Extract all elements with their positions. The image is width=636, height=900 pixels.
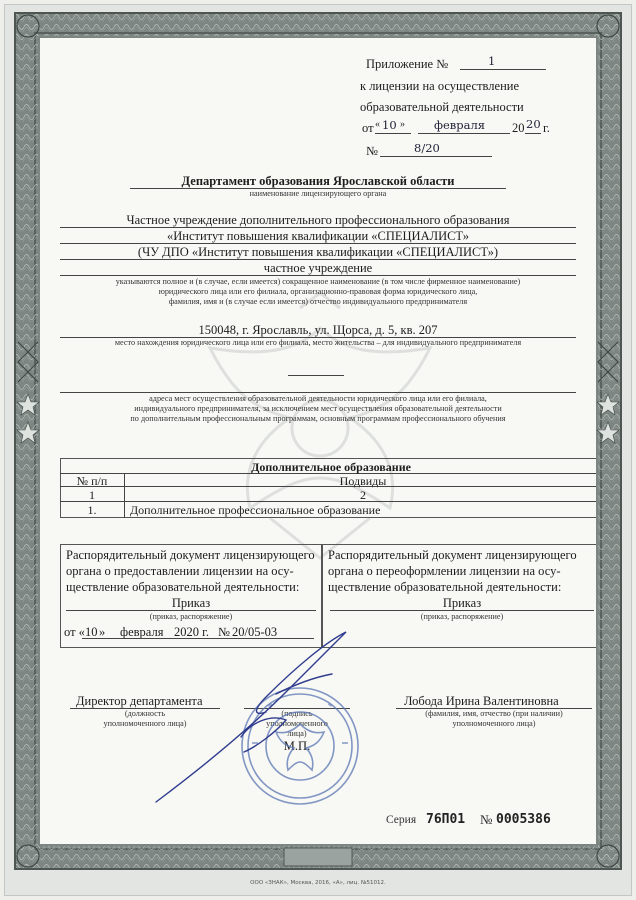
sign-caption1: (подпись bbox=[281, 709, 313, 718]
doc-left-num-value: 20/05-03 bbox=[232, 625, 278, 639]
doc-left-date-year: 2020 г. bbox=[174, 625, 209, 639]
org-caption3: фамилия, имя и (в случае если имеется) отчество индивидуального предпринимателя bbox=[168, 297, 468, 306]
org-line4: частное учреждение bbox=[263, 261, 373, 275]
document-body: Приложение № 1 к лицензии на осуществление образовательной деятельности от « 10 » февраля 20 20 г. № 8/20 Департамент образования Ярославской области наименование лицензирующего органа Частное учреждение дополнительного профессионального образования «Институт повышения квалификации «СПЕЦИАЛИСТ» (ЧУ ДПО «Институт повышения квалификации «СПЕЦИАЛИСТ») частное учреждение указываются полное и (в случае, если имеется) сокращенное наименование (в том числе фирменное наименование) юридического лица или его филиала, организационно-правовая форма юридического лица, фамилия, имя и (в случае если имеется) отчество индивидуального предпринимателя 150048, г. Ярославль, ул. Щорса, д. 5, кв. 207 место нахождения юридического лица или его филиала, место жительства – для индивидуального предпринимателя адреса мест осуществления образовательной деятельности юридического лица или его филиала, индивидуального предпринимателя, за исключением мест осуществления образовательной деятельности по дополнительным профессиональным программам, основным программам профессионального обучения Дополнительное образование № п/п Подвиды 1 2 1. Дополнительное профессиональное образование Распорядительный документ лицензирующего органа о предоставлении лицензии на осу- ществление образовательной деятельности: Приказ (приказ, распоряжение) от « 10 » февраля 2020 г. № 20/05-03 Распорядительный документ лицензирующего органа о переоформлении лицензии на осу- ществление образовательной деятельности: Приказ (приказ, распоряжение) Директор департамента (должность уполномоченного лица) (подпись уполномоченного лица) М.П. Лобода Ирина Валентиновна (фамилия, имя, отчество (при наличии) уполномоченного лица) Серия 76П01 № 0005386 bbox=[40, 38, 596, 844]
doc-right-type: Приказ bbox=[442, 596, 482, 610]
appendix-num-label: № bbox=[366, 144, 378, 158]
doc-left-date-day: 10 bbox=[85, 625, 98, 639]
position-caption2: уполномоченного лица) bbox=[103, 719, 187, 728]
table-col1: № п/п bbox=[76, 474, 108, 488]
doc-left-line2: органа о предоставлении лицензии на осу- bbox=[66, 564, 294, 578]
doc-right-line3: ществление образовательной деятельности: bbox=[328, 580, 562, 594]
table-col2: Подвиды bbox=[339, 474, 387, 488]
table-title: Дополнительное образование bbox=[251, 460, 411, 474]
address-caption: место нахождения юридического лица или его филиала, место жительства – для индивидуального предпринимателя bbox=[114, 338, 522, 347]
department-name: Департамент образования Ярославской области bbox=[181, 174, 455, 188]
table-row-value: Дополнительное профессиональное образование bbox=[130, 503, 381, 517]
address-value: 150048, г. Ярославль, ул. Щорса, д. 5, кв. 207 bbox=[198, 323, 438, 337]
stamp-mp: М.П. bbox=[283, 739, 311, 753]
signature-icon bbox=[136, 622, 356, 812]
appendix-date-day: 10 bbox=[382, 118, 397, 132]
signatory-name: Лобода Ирина Валентиновна bbox=[404, 694, 559, 708]
name-caption2: уполномоченного лица) bbox=[452, 719, 536, 728]
org-line1: Частное учреждение дополнительного профессионального образования bbox=[126, 213, 510, 227]
doc-left-date-from: от « bbox=[64, 625, 85, 639]
doc-left-caption: (приказ, распоряжение) bbox=[149, 612, 233, 621]
series-label: Серия bbox=[386, 814, 417, 826]
position-caption1: (должность bbox=[124, 709, 166, 718]
table-num2: 2 bbox=[360, 488, 366, 502]
department-caption: наименование лицензирующего органа bbox=[249, 189, 387, 198]
doc-right-line2: органа о переоформлении лицензии на осу- bbox=[328, 564, 561, 578]
appendix-date-year-unit: г. bbox=[543, 121, 550, 135]
appendix-date-year-suffix: 20 bbox=[526, 117, 541, 131]
org-line3: (ЧУ ДПО «Институт повышения квалификации «СПЕЦИАЛИСТ») bbox=[137, 245, 499, 259]
doc-left-line1: Распорядительный документ лицензирующего bbox=[66, 548, 315, 562]
table-row-num: 1. bbox=[87, 503, 97, 517]
org-line2: «Институт повышения квалификации «СПЕЦИАЛИСТ» bbox=[166, 229, 469, 243]
signatory-position: Директор департамента bbox=[76, 694, 203, 708]
doc-left-date-close: » bbox=[99, 625, 106, 639]
doc-left-num-label: № bbox=[218, 625, 230, 639]
appendix-date-year-prefix: 20 bbox=[512, 121, 525, 135]
doc-right-line1: Распорядительный документ лицензирующего bbox=[328, 548, 577, 562]
appendix-line2: к лицензии на осуществление bbox=[360, 79, 519, 93]
appendix-label: Приложение № bbox=[366, 57, 449, 71]
doc-right-caption: (приказ, распоряжение) bbox=[420, 612, 504, 621]
places-caption3: по дополнительным профессиональным программам, основным программам профессионального обучения bbox=[130, 414, 506, 423]
sign-caption2: уполномоченного bbox=[266, 719, 328, 728]
places-caption1: адреса мест осуществления образовательной деятельности юридического лица или его филиала, bbox=[149, 394, 487, 403]
series-code: 76П01 bbox=[426, 812, 466, 827]
appendix-date-from: от bbox=[362, 121, 374, 135]
printer-footer: ООО «ЗНАК», Москва, 2016, «А», лиц. №51012. bbox=[250, 880, 386, 886]
series-number: 0005386 bbox=[496, 812, 551, 827]
org-caption2: юридического лица или его филиала, организационно-правовая форма юридического лица, bbox=[158, 287, 478, 296]
name-caption1: (фамилия, имя, отчество (при наличии) bbox=[425, 709, 563, 718]
appendix-number: 1 bbox=[488, 54, 496, 68]
doc-left-type: Приказ bbox=[171, 596, 211, 610]
appendix-num-value: 8/20 bbox=[414, 141, 440, 155]
appendix-date-month: февраля bbox=[434, 118, 486, 132]
doc-left-date-month: февраля bbox=[120, 625, 164, 639]
doc-left-line3: ществление образовательной деятельности: bbox=[66, 580, 300, 594]
places-caption2: индивидуального предпринимателя, за исключением мест осуществления образовательной деятельности bbox=[134, 404, 502, 413]
sign-caption3: лица) bbox=[287, 729, 307, 738]
series-num-label: № bbox=[480, 812, 493, 827]
org-caption1: указываются полное и (в случае, если имеется) сокращенное наименование (в том числе фирменное наименование) bbox=[115, 277, 521, 286]
appendix-line3: образовательной деятельности bbox=[360, 100, 524, 114]
table-num1: 1 bbox=[89, 488, 95, 502]
